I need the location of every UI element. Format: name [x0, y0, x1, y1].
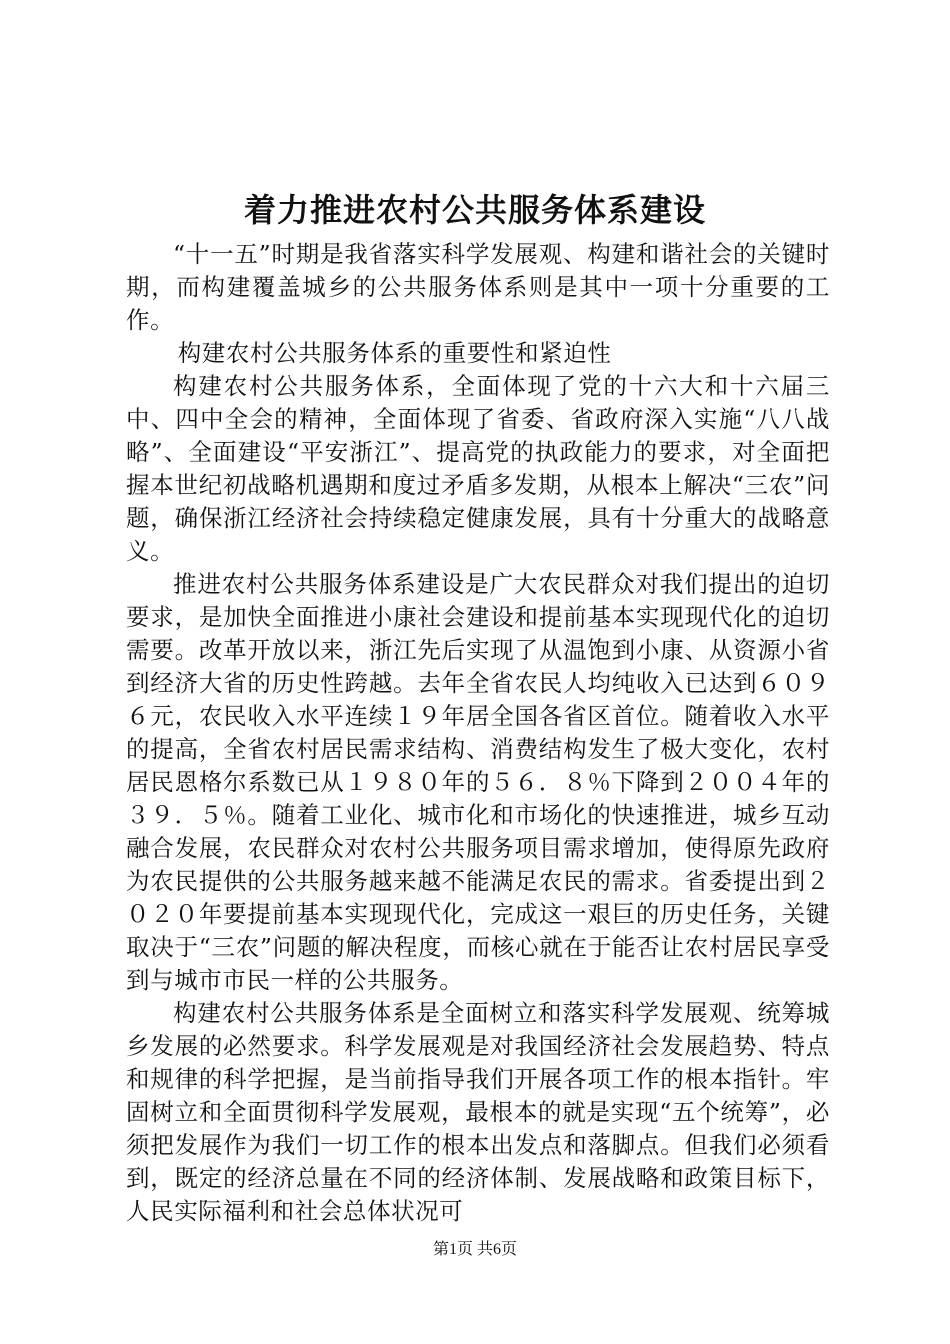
- page-indicator: 第1页 共6页: [432, 1241, 517, 1258]
- paragraph-significance: 构建农村公共服务体系，全面体现了党的十六大和十六届三中、四中全会的精神，全面体现了省委、省政府深入实施“八八战略”、全面建设“平安浙江”、提高党的执政能力的要求，对全面把握本世纪初战略机遇期和度过矛盾多发期，从根本上解决“三农”问题，确保浙江经济社会持续稳定健康发展，具有十分重大的战略意义。: [126, 372, 830, 565]
- document-body: [126, 238, 830, 1228]
- section-heading: 构建农村公共服务体系的重要性和紧迫性: [177, 339, 612, 367]
- page-title: 着力推进农村公共服务体系建设: [243, 191, 706, 229]
- paragraph-scientific-development: 构建农村公共服务体系是全面树立和落实科学发展观、统筹城乡发展的必然要求。科学发展观是对我国经济社会发展趋势、特点和规律的科学把握，是当前指导我们开展各项工作的根本指针。牢固树立和全面贯彻科学发展观，最根本的就是实现“五个统筹”，必须把发展作为我们一切工作的根本出发点和落脚点。但我们必须看到，既定的经济总量在不同的经济体制、发展战略和政策目标下，人民实际福利和社会总体状况可: [126, 999, 830, 1225]
- paragraph-intro: “十一五”时期是我省落实科学发展观、构建和谐社会的关键时期，而构建覆盖城乡的公共服务体系则是其中一项十分重要的工作。: [126, 240, 830, 334]
- paragraph-urgency: 推进农村公共服务体系建设是广大农民群众对我们提出的迫切要求，是加快全面推进小康社会建设和提前基本实现现代化的迫切需要。改革开放以来，浙江先后实现了从温饱到小康、从资源小省到经济大省的历史性跨越。去年全省农民人均纯收入已达到６０９６元，农民收入水平连续１９年居全国各省区首位。随着收入水平的提高，全省农村居民需求结构、消费结构发生了极大变化，农村居民恩格尔系数已从１９８０年的５６．８％下降到２００４年的３９．５％。随着工业化、城市化和市场化的快速推进，城乡互动融合发展，农民群众对农村公共服务项目需求增加，使得原先政府为农民提供的公共服务越来越不能满足农民的需求。省委提出到２０２０年要提前基本实现现代化，完成这一艰巨的历史任务，关键取决于“三农”问题的解决程度，而核心就在于能否让农村居民享受到与城市市民一样的公共服务。: [126, 570, 830, 994]
